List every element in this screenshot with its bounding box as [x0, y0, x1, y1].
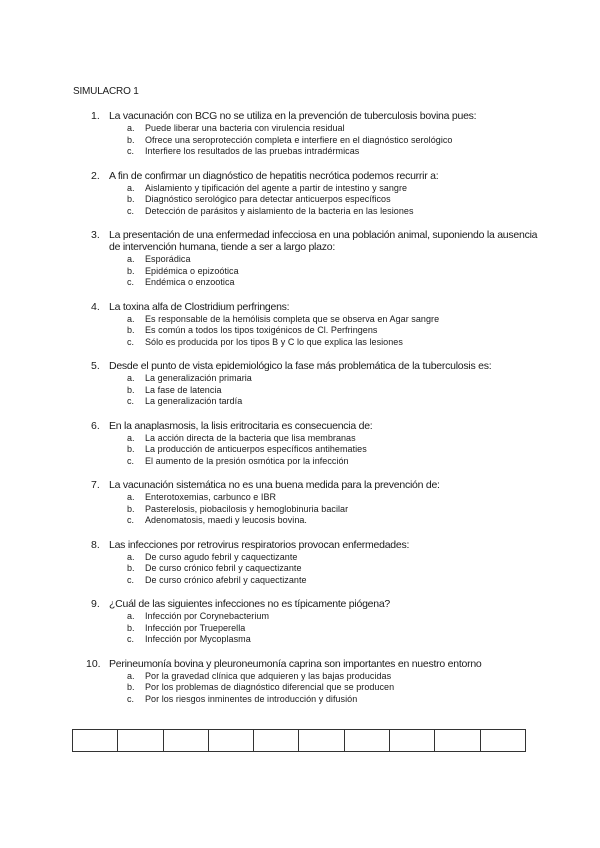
- option-list: [0, 314, 600, 349]
- option-b: [0, 623, 600, 635]
- option-text: Detección de parásitos y aislamiento de la bacteria en las lesiones: [145, 205, 414, 216]
- option-letter: c.: [127, 693, 135, 704]
- question-number: 8.: [91, 538, 100, 551]
- answer-cell-1[interactable]: [73, 730, 118, 751]
- option-text: Interfiere los resultados de las pruebas intradérmicas: [145, 146, 360, 156]
- option-list: [0, 183, 600, 218]
- option-text: Infección por Corynebacterium: [145, 611, 270, 621]
- option-letter: a.: [127, 492, 135, 502]
- question-4: [0, 301, 600, 349]
- option-letter: b.: [127, 622, 135, 633]
- question-7: [0, 479, 600, 527]
- option-c: [0, 575, 600, 587]
- option-text: Ofrece una seroprotección completa e interfiere en el diagnóstico serológico: [145, 134, 453, 145]
- option-a: [0, 183, 600, 195]
- answer-cell-4[interactable]: [209, 730, 254, 751]
- option-text: Infección por Mycoplasma: [145, 634, 251, 644]
- option-text: La generalización primaria: [145, 373, 252, 383]
- option-c: [0, 694, 600, 706]
- option-list: [0, 552, 600, 587]
- option-letter: b.: [127, 134, 135, 145]
- option-a: [0, 552, 600, 564]
- question-9: [0, 598, 600, 646]
- question-list: [0, 110, 600, 717]
- option-b: [0, 563, 600, 575]
- option-letter: a.: [127, 182, 135, 193]
- option-text: Sólo es producida por los tipos B y C lo que explica las lesiones: [145, 336, 403, 347]
- answer-cell-10[interactable]: [481, 730, 525, 751]
- option-text: La generalización tardía: [145, 396, 243, 406]
- option-text: Es responsable de la hemólisis completa que se observa en Agar sangre: [145, 313, 440, 324]
- option-letter: b.: [127, 384, 135, 395]
- question-5: [0, 360, 600, 408]
- option-list: [0, 671, 600, 706]
- option-b: [0, 194, 600, 206]
- option-text: Es común a todos los tipos toxigénicos de Cl. Perfringens: [145, 325, 378, 335]
- question-number: 5.: [91, 360, 100, 372]
- option-letter: a.: [127, 432, 135, 443]
- answer-cell-7[interactable]: [345, 730, 390, 751]
- option-letter: c.: [127, 455, 135, 466]
- question-text: A fin de confirmar un diagnóstico de hepatitis necrótica podemos recurrir a:: [109, 169, 439, 182]
- option-letter: b.: [127, 682, 135, 692]
- question-10: [0, 658, 600, 706]
- option-letter: b.: [127, 563, 135, 573]
- option-letter: a.: [127, 313, 135, 324]
- option-text: Por los problemas de diagnóstico diferencial que se producen: [145, 682, 395, 692]
- option-a: [0, 314, 600, 326]
- option-letter: c.: [127, 574, 135, 585]
- option-text: Pasterelosis, piobacilosis y hemoglobinuria bacilar: [145, 503, 349, 514]
- answer-cell-3[interactable]: [164, 730, 209, 751]
- question-number: 2.: [91, 169, 100, 182]
- option-c: [0, 634, 600, 646]
- option-letter: b.: [127, 265, 135, 276]
- answer-grid: [72, 729, 526, 752]
- option-letter: a.: [127, 373, 135, 383]
- option-b: [0, 444, 600, 456]
- option-text: De curso crónico febril y caquectizante: [145, 563, 302, 573]
- option-letter: a.: [127, 611, 135, 621]
- option-letter: b.: [127, 503, 135, 514]
- question-2: [0, 170, 600, 218]
- option-text: Endémica o enzootica: [145, 277, 235, 287]
- option-c: [0, 277, 600, 289]
- option-letter: c.: [127, 146, 135, 156]
- answer-cell-6[interactable]: [299, 730, 344, 751]
- option-a: [0, 254, 600, 266]
- question-number: 3.: [91, 229, 100, 241]
- question-3: [0, 229, 600, 289]
- option-b: [0, 325, 600, 337]
- question-text: ¿Cuál de las siguientes infecciones no es típicamente piógena?: [109, 598, 391, 610]
- question-text: La vacunación con BCG no se utiliza en la prevención de tuberculosis bovina pues:: [109, 110, 477, 122]
- option-list: [0, 611, 600, 646]
- option-text: Infección por Trueperella: [145, 622, 246, 633]
- option-text: Por los riesgos inminentes de introducción y difusión: [145, 693, 358, 704]
- option-letter: b.: [127, 444, 135, 454]
- option-text: La fase de latencia: [145, 384, 222, 395]
- answer-cell-8[interactable]: [390, 730, 435, 751]
- option-letter: b.: [127, 325, 135, 335]
- option-text: El aumento de la presión osmótica por la infección: [145, 455, 349, 466]
- option-letter: c.: [127, 205, 135, 216]
- option-c: [0, 456, 600, 468]
- question-number: 10.: [86, 657, 101, 670]
- question-text: La toxina alfa de Clostridium perfringens:: [109, 300, 290, 313]
- option-text: La acción directa de la bacteria que lisa membranas: [145, 432, 356, 443]
- option-text: Enterotoxemias, carbunco e IBR: [145, 492, 277, 502]
- answer-cell-5[interactable]: [254, 730, 299, 751]
- option-text: De curso crónico afebril y caquectizante: [145, 574, 307, 585]
- page-title: SIMULACRO 1: [73, 86, 139, 97]
- question-6: [0, 420, 600, 468]
- option-letter: a.: [127, 123, 135, 133]
- option-text: Por la gravedad clínica que adquieren y las bajas producidas: [145, 670, 392, 681]
- option-a: [0, 671, 600, 683]
- question-text: Perineumonía bovina y pleuroneumonía caprina son importantes en nuestro entorno: [109, 657, 482, 670]
- option-a: [0, 373, 600, 385]
- answer-cell-2[interactable]: [118, 730, 163, 751]
- question-number: 1.: [91, 110, 100, 122]
- question-text: Las infecciones por retrovirus respiratorios provocan enfermedades:: [109, 538, 410, 551]
- option-b: [0, 135, 600, 147]
- option-b: [0, 385, 600, 397]
- question-text: La vacunación sistemática no es una buena medida para la prevención de:: [109, 479, 440, 491]
- question-text: La presentación de una enfermedad infecciosa en una población animal, suponiendo la ausencia de intervención humana, tiende a ser a largo plazo:: [109, 229, 538, 253]
- option-text: Aislamiento y tipificación del agente a partir de intestino y sangre: [145, 182, 408, 193]
- option-letter: a.: [127, 254, 135, 264]
- option-list: [0, 433, 600, 468]
- question-number: 7.: [91, 479, 100, 491]
- answer-cell-9[interactable]: [435, 730, 480, 751]
- option-list: [0, 254, 600, 289]
- option-text: La producción de anticuerpos específicos antihematies: [145, 444, 367, 454]
- option-text: Epidémica o epizoótica: [145, 265, 239, 276]
- option-letter: c.: [127, 634, 135, 644]
- option-text: Adenomatosis, maedi y leucosis bovina.: [145, 515, 307, 525]
- option-text: De curso agudo febril y caquectizante: [145, 551, 298, 562]
- option-c: [0, 146, 600, 158]
- option-a: [0, 433, 600, 445]
- option-letter: c.: [127, 515, 135, 525]
- option-letter: c.: [127, 396, 135, 406]
- option-c: [0, 515, 600, 527]
- question-text: Desde el punto de vista epidemiológico la fase más problemática de la tuberculosis es:: [109, 360, 492, 372]
- option-letter: c.: [127, 336, 135, 347]
- question-number: 6.: [91, 419, 100, 432]
- option-letter: c.: [127, 277, 135, 287]
- option-text: Puede liberar una bacteria con virulencia residual: [145, 123, 345, 133]
- option-letter: a.: [127, 670, 135, 681]
- question-number: 4.: [91, 300, 100, 313]
- option-c: [0, 337, 600, 349]
- option-c: [0, 206, 600, 218]
- question-text: En la anaplasmosis, la lisis eritrocitaria es consecuencia de:: [109, 419, 373, 432]
- option-a: [0, 123, 600, 135]
- option-letter: a.: [127, 551, 135, 562]
- option-list: [0, 492, 600, 527]
- option-c: [0, 396, 600, 408]
- option-b: [0, 266, 600, 278]
- option-a: [0, 492, 600, 504]
- option-list: [0, 373, 600, 408]
- option-letter: b.: [127, 194, 135, 204]
- question-8: [0, 539, 600, 587]
- option-b: [0, 504, 600, 516]
- question-number: 9.: [91, 598, 100, 610]
- option-a: [0, 611, 600, 623]
- option-list: [0, 123, 600, 158]
- option-b: [0, 682, 600, 694]
- question-1: [0, 110, 600, 158]
- option-text: Esporádica: [145, 254, 191, 264]
- option-text: Diagnóstico serológico para detectar anticuerpos específicos: [145, 194, 391, 204]
